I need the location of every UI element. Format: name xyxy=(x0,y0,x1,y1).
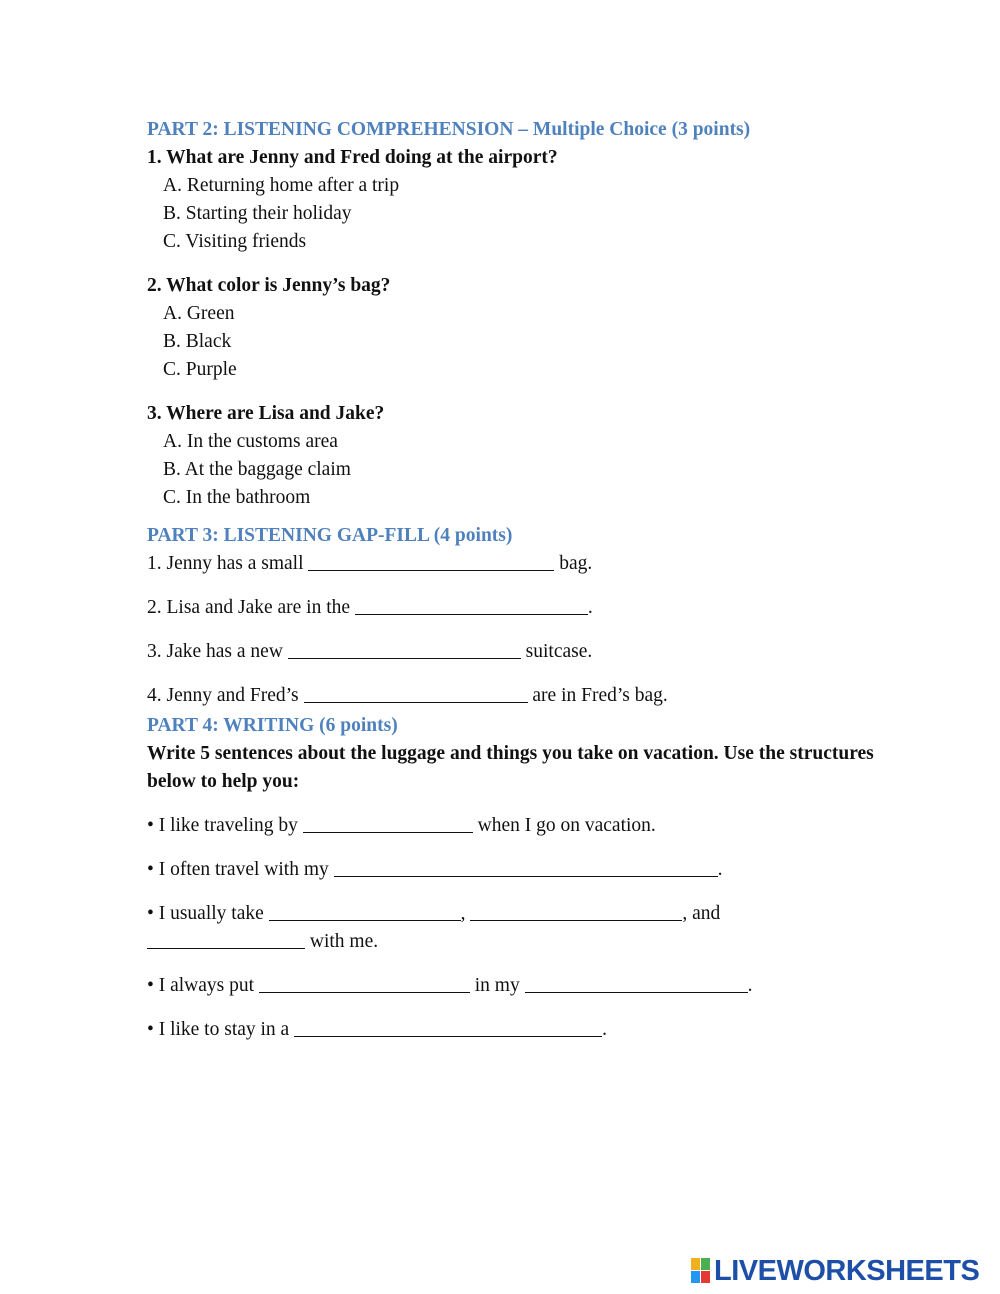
gapfill-text: 1. Jenny has a small xyxy=(147,553,304,574)
part2-heading: PART 2: LISTENING COMPREHENSION – Multiple Choice (3 points) xyxy=(147,119,751,140)
gapfill-blank[interactable] xyxy=(304,701,528,703)
gapfill-text: bag. xyxy=(559,553,593,574)
question-text: 3. Where are Lisa and Jake? xyxy=(147,403,385,424)
sentence-text: . xyxy=(602,1019,607,1040)
gapfill-3 xyxy=(147,638,907,666)
sentence-text: , xyxy=(460,903,466,924)
option-b[interactable]: B. Black xyxy=(163,331,232,352)
writing-blank[interactable] xyxy=(259,991,470,993)
question-text: 1. What are Jenny and Fred doing at the airport? xyxy=(147,147,558,168)
gapfill-text: 3. Jake has a new xyxy=(147,641,283,662)
sentence-text: , and xyxy=(682,903,721,924)
sentence-text: • I like to stay in a xyxy=(147,1019,290,1040)
sentence-text: • I usually take xyxy=(147,903,264,924)
writing-sentence-2 xyxy=(147,856,907,884)
option-c[interactable]: C. Purple xyxy=(163,359,237,380)
logo-text: LIVEWORKSHEETS xyxy=(714,1254,980,1287)
gapfill-text: 2. Lisa and Jake are in the xyxy=(147,597,351,618)
writing-blank[interactable] xyxy=(525,991,748,993)
option-a[interactable]: A. Green xyxy=(163,303,235,324)
gapfill-text: are in Fred’s bag. xyxy=(532,685,668,706)
sentence-text: • I always put xyxy=(147,975,255,996)
part4-heading: PART 4: WRITING (6 points) xyxy=(147,715,398,736)
writing-sentence-1 xyxy=(147,812,907,840)
gapfill-text: suitcase. xyxy=(525,641,593,662)
option-a[interactable]: A. In the customs area xyxy=(163,431,338,452)
sentence-text: . xyxy=(717,859,723,880)
writing-blank[interactable] xyxy=(269,919,461,921)
gapfill-4 xyxy=(147,682,907,710)
option-a[interactable]: A. Returning home after a trip xyxy=(163,175,400,196)
question-3 xyxy=(147,400,907,512)
writing-sentence-4 xyxy=(147,972,907,1000)
gapfill-blank[interactable] xyxy=(288,657,521,659)
part3-heading: PART 3: LISTENING GAP-FILL (4 points) xyxy=(147,525,513,546)
question-text: 2. What color is Jenny’s bag? xyxy=(147,275,391,296)
writing-blank[interactable] xyxy=(294,1035,602,1037)
writing-blank[interactable] xyxy=(303,831,473,833)
sentence-text: . xyxy=(747,975,753,996)
sentence-text: • I often travel with my xyxy=(147,859,329,880)
writing-sentence-5 xyxy=(147,1016,907,1044)
sentence-text: in my xyxy=(474,975,520,996)
writing-blank[interactable] xyxy=(334,875,718,877)
writing-blank[interactable] xyxy=(147,947,305,949)
liveworksheets-logo xyxy=(691,1254,979,1288)
option-b[interactable]: B. At the baggage claim xyxy=(163,459,351,480)
gapfill-blank[interactable] xyxy=(355,613,588,615)
question-2 xyxy=(147,272,907,384)
writing-instruction: Write 5 sentences about the luggage and things you take on vacation. Use the structures below to help you: xyxy=(147,743,874,792)
worksheet xyxy=(147,116,907,1060)
option-b[interactable]: B. Starting their holiday xyxy=(163,203,352,224)
question-1 xyxy=(147,144,907,256)
writing-sentence-3 xyxy=(147,900,907,956)
gapfill-2 xyxy=(147,594,907,622)
option-c[interactable]: C. In the bathroom xyxy=(163,487,311,508)
sentence-text: with me. xyxy=(309,931,379,952)
gapfill-blank[interactable] xyxy=(308,569,554,571)
sentence-text: when I go on vacation. xyxy=(477,815,656,836)
writing-blank[interactable] xyxy=(470,919,682,921)
gapfill-1 xyxy=(147,550,907,578)
option-c[interactable]: C. Visiting friends xyxy=(163,231,307,252)
gapfill-text: 4. Jenny and Fred’s xyxy=(147,685,299,706)
gapfill-text: . xyxy=(587,597,593,618)
sentence-text: • I like traveling by xyxy=(147,815,298,836)
logo-blocks-icon xyxy=(691,1258,711,1284)
